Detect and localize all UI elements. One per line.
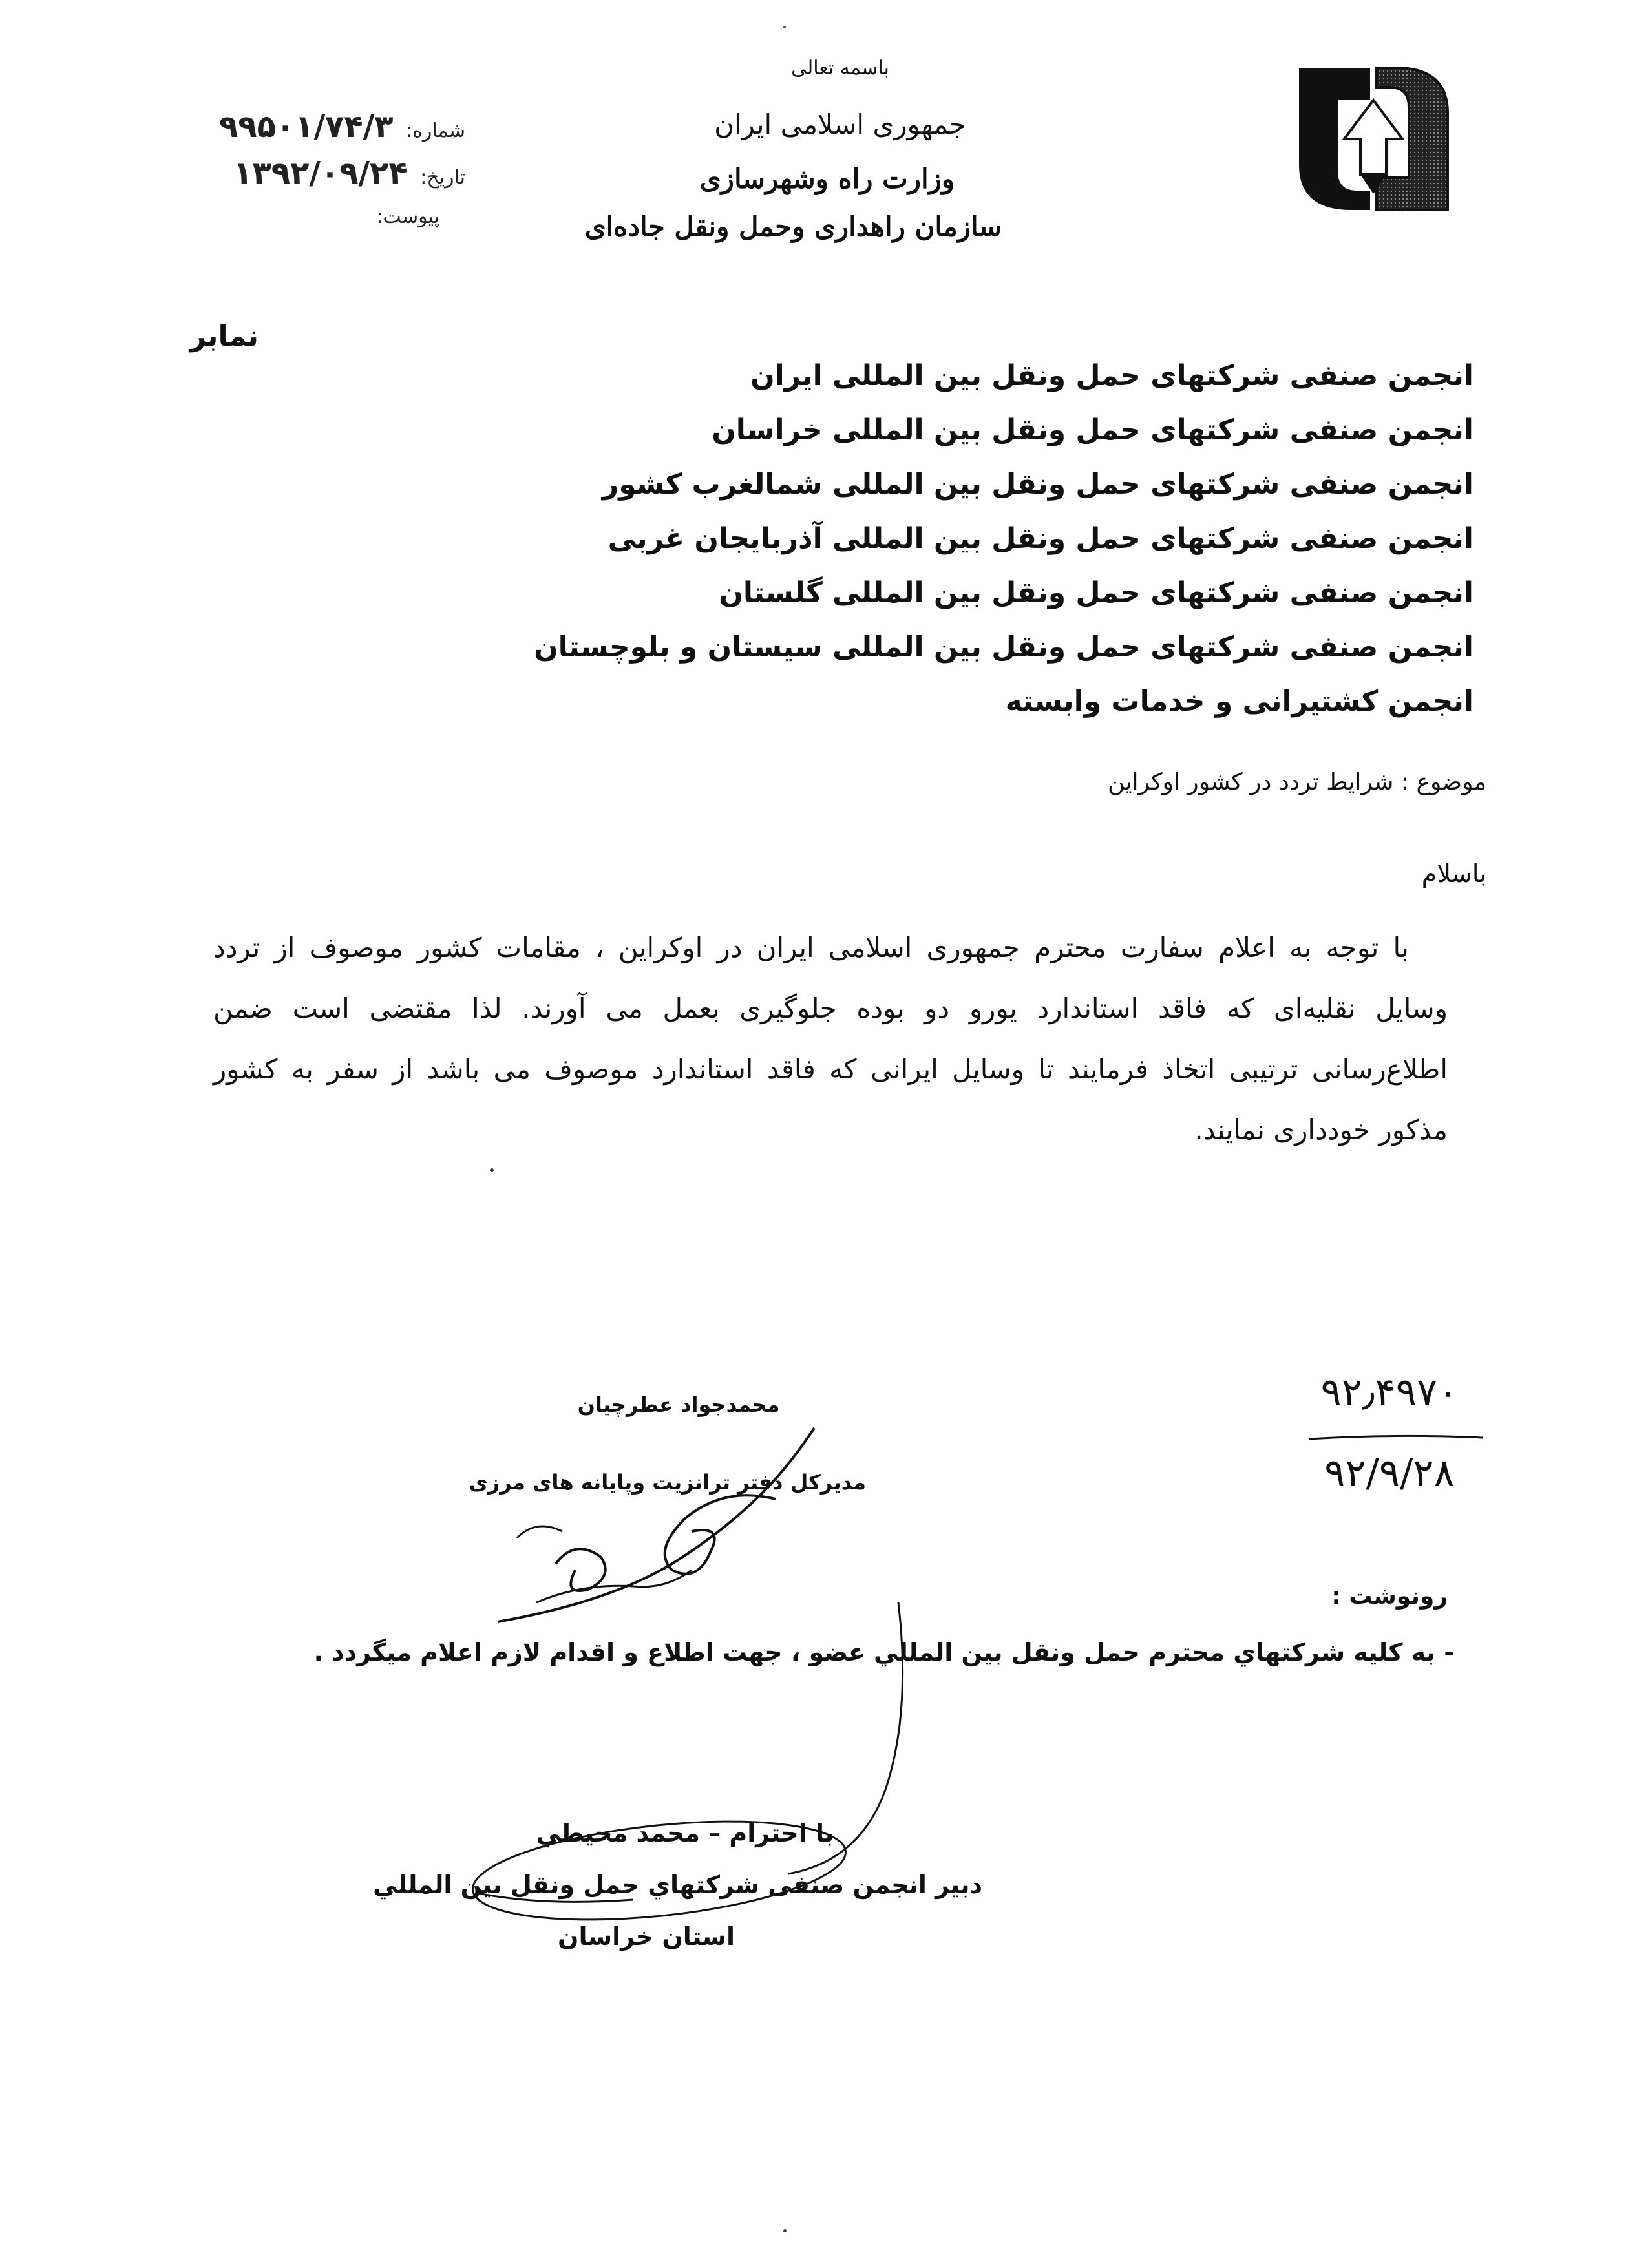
stray-mark — [783, 26, 786, 28]
signatory-name: محمدجواد عطرچیان — [577, 1392, 780, 1417]
road-transport-logo-icon — [1293, 61, 1454, 216]
recipient-item: انجمن صنفی شرکتهای حمل ونقل بین المللی شمالغرب کشور — [602, 468, 1474, 501]
closing-respect: با احترام – محمد محیطي — [536, 1819, 834, 1847]
basmala: باسمه تعالی — [791, 57, 889, 79]
recipient-item: انجمن صنفی شرکتهای حمل ونقل بین المللی خراسان — [712, 414, 1474, 446]
body-paragraph-line: اطلاع‌رسانی ترتیبی اتخاذ فرمایند تا وسایل ایرانی که فاقد استاندارد موصوف می باشد از سفر به کشور — [213, 1053, 1448, 1085]
recipient-item: انجمن صنفی شرکتهای حمل ونقل بین المللی آذربایجان غربی — [607, 522, 1474, 555]
date-value: ۱۳۹۲/۰۹/۲۴ — [233, 155, 408, 191]
cc-recipients: - به کلیه شرکتهاي محترم حمل ونقل بین المللي عضو ، جهت اطلاع و اقدام لازم اعلام میگردد . — [313, 1638, 1454, 1666]
letter-number — [207, 109, 465, 145]
body-paragraph-line: مذکور خودداری نمایند. — [1194, 1114, 1448, 1146]
greeting: باسلام — [1421, 859, 1486, 888]
handwritten-registration-date: ۹۲/۹/۲۸ — [1324, 1451, 1455, 1496]
stray-mark — [490, 1168, 494, 1172]
country-name: جمهوری اسلامی ایران — [714, 109, 966, 140]
organization-name: سازمان راهداری وحمل ونقل جاده‌ای — [584, 211, 1002, 242]
recipient-item: انجمن صنفی شرکتهای حمل ونقل بین المللی ایران — [750, 359, 1474, 392]
handwritten-divider — [1305, 1431, 1486, 1444]
cc-label: رونوشت : — [1331, 1583, 1448, 1610]
handwritten-registration-number: ۹۲٫۴۹۷۰ — [1320, 1370, 1459, 1415]
recipient-list — [534, 349, 1474, 729]
closing-signature — [465, 1809, 866, 1926]
recipient-item: انجمن صنفی شرکتهای حمل ونقل بین المللی سیستان و بلوچستان — [534, 631, 1474, 664]
organization-logo — [1293, 61, 1454, 216]
number-value: ۹۹۵۰۱/۷۴/۳ — [219, 109, 394, 145]
closing-position: دبیر انجمن صنفی شرکتهاي حمل ونقل بین المللي — [373, 1871, 982, 1899]
date-label: تاریخ: — [420, 166, 465, 189]
signatory-title: مدیرکل دفتر ترانزیت وپایانه های مرزی — [469, 1470, 866, 1495]
closing-province: استان خراسان — [558, 1922, 735, 1951]
handwritten-signature — [469, 1409, 866, 1628]
recipient-item: انجمن کشتیرانی و خدمات وابسته — [1005, 685, 1474, 718]
recipient-item: انجمن صنفی شرکتهای حمل ونقل بین المللی گلستان — [719, 576, 1474, 609]
body-paragraph-line: با توجه به اعلام سفارت محترم جمهوری اسلامی ایران در اوکراین ، مقامات کشور موصوف از تردد — [213, 932, 1409, 963]
letter-date — [207, 155, 465, 191]
letter-body — [213, 918, 1448, 1160]
attachment-label: پیوست: — [376, 205, 439, 228]
fax-label: نمابر — [189, 320, 259, 353]
stray-mark — [783, 2229, 787, 2232]
number-label: شماره: — [406, 120, 465, 142]
body-paragraph-line: وسایل نقلیه‌ای که فاقد استاندارد یورو دو بوده جلوگیری بعمل می آورند. لذا مقتضی است ضمن — [213, 992, 1448, 1024]
ministry-name: وزارت راه وشهرسازی — [699, 163, 955, 194]
letter-attachment — [271, 205, 439, 228]
subject-line: موضوع : شرایط تردد در کشور اوکراین — [1108, 769, 1486, 795]
